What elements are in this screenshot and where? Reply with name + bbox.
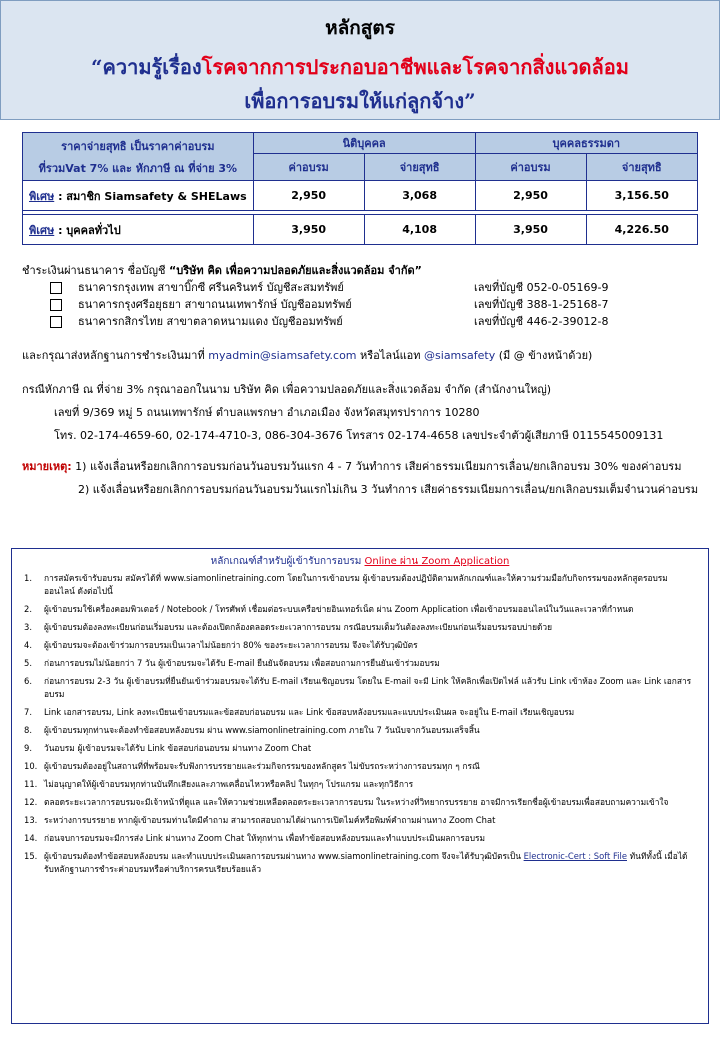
rule-number: 3. xyxy=(24,622,32,632)
price-head-label-2: ที่รวมVat 7% และ หักภาษี ณ ที่จ่าย 3% xyxy=(38,161,238,175)
rule-number: 8. xyxy=(24,725,32,735)
course-title-line2: เพื่อการอบรมให้แก่ลูกจ้าง” xyxy=(244,89,476,113)
table-row xyxy=(23,181,698,211)
company-address: เลขที่ 9/369 หมู่ 5 ถนนเทพารักษ์ ตำบลแพรกษา อำเภอเมือง จังหวัดสมุทรปราการ 10280 xyxy=(54,406,480,419)
row-label-text: : สมาชิก Siamsafety & SHELaws xyxy=(54,189,247,203)
rule-item xyxy=(24,796,696,809)
rule-text: ผู้เข้าอบรมต้องลงทะเบียนก่อนเริ่มอบรม และต้องเปิดกล้องตลอดระยะเวลาการอบรม กรณีอบรมเต็มวันต้องลงทะเบียนก่อนเริ่มอบรมรอบบ่ายด้วย xyxy=(44,622,553,632)
rule-text: วันอบรม ผู้เข้าอบรมจะได้รับ Link ข้อสอบก่อนอบรม ผ่านทาง Zoom Chat xyxy=(44,743,312,753)
rule-text: ผู้เข้าอบรมทุกท่านจะต้องทำข้อสอบหลังอบรม ผ่าน www.siamonlinetraining.com ภายใน 7 วันนับจากวันอบรมเสร็จสิ้น xyxy=(44,725,480,735)
rule-item xyxy=(24,621,696,634)
rule-item xyxy=(24,639,696,652)
col-corp-net: จ่ายสุทธิ xyxy=(364,154,475,181)
rules-box xyxy=(11,548,709,1024)
bank-account: เลขที่บัญชี 052-0-05169-9 xyxy=(474,281,609,294)
rule-number: 1. xyxy=(24,573,32,583)
note-1 xyxy=(22,458,702,475)
rule-item xyxy=(24,814,696,827)
rule-number: 6. xyxy=(24,676,32,686)
rule-text: ระหว่างการบรรยาย หากผู้เข้าอบรมท่านใดมีคำถาม สามารถสอบถามได้ผ่านการเปิดไมค์หรือพิมพ์คำถามผ่านทาง Zoom Chat xyxy=(44,815,496,825)
rule-item xyxy=(24,760,696,773)
tax-line: กรณีหักภาษี ณ ที่จ่าย 3% กรุณาออกในนาม บริษัท คิด เพื่อความปลอดภัยและสิ่งแวดล้อม จำกัด (สำนักงานใหญ่) xyxy=(22,383,552,396)
rule-text xyxy=(44,850,696,876)
rule-item xyxy=(24,675,696,701)
row-label xyxy=(23,215,254,245)
corp-net-cell: 4,108 xyxy=(364,215,475,245)
rule-item xyxy=(24,742,696,755)
account-name: “บริษัท คิด เพื่อความปลอดภัยและสิ่งแวดล้อม จำกัด” xyxy=(169,264,422,277)
rules-title-text: หลักเกณฑ์สำหรับผู้เข้ารับการอบรม xyxy=(210,556,365,567)
rule-item xyxy=(24,832,696,845)
evidence-line-id: @siamsafety xyxy=(424,349,496,362)
checkbox-icon xyxy=(50,282,62,294)
rule-item xyxy=(24,724,696,737)
price-head-label xyxy=(23,133,254,181)
rule-number: 13. xyxy=(24,815,38,825)
rule-text: ก่อนจบการอบรมจะมีการส่ง Link ผ่านทาง Zoom Chat ให้ทุกท่าน เพื่อทำข้อสอบหลังอบรมและทำแบบประเมินผลการอบรม xyxy=(44,833,486,843)
course-subtitle: หลักสูตร xyxy=(325,17,395,39)
rule-item xyxy=(24,706,696,719)
rules-title xyxy=(12,555,708,568)
evidence-mid: หรือไลน์แอท xyxy=(356,349,425,362)
evidence-email: myadmin@siamsafety.com xyxy=(208,349,357,362)
rule-item xyxy=(24,603,696,616)
bank-account: เลขที่บัญชี 388-1-25168-7 xyxy=(474,298,609,311)
evidence-pre: และกรุณาส่งหลักฐานการชำระเงินมาที่ xyxy=(22,349,209,362)
rule-15-post: ทันทีทั้งนี้ เมื่อได้รับหลักฐานการชำระค่าอบรมหรือค่าบริการครบเรียบร้อยแล้ว xyxy=(44,851,688,874)
title-open: “ความรู้เรื่อง xyxy=(91,55,202,79)
ind-net-cell: 4,226.50 xyxy=(586,215,698,245)
rule-text: ผู้เข้าอบรมจะต้องเข้าร่วมการอบรมเป็นเวลาไม่น้อยกว่า 80% ของระยะเวลาการอบรม จึงจะได้รับวุฒิบัตร xyxy=(44,640,418,650)
rule-15-pre: ผู้เข้าอบรมต้องทำข้อสอบหลังอบรม และทำแบบประเมินผลการอบรมผ่านทาง www.siamonlinetraining.com จึงจะได้รับวุฒิบัตรเป็น xyxy=(44,851,524,861)
col-corp-fee: ค่าอบรม xyxy=(253,154,364,181)
rule-number: 12. xyxy=(24,797,38,807)
bank-item xyxy=(50,313,702,330)
col-ind-net: จ่ายสุทธิ xyxy=(586,154,698,181)
ind-fee-cell: 3,950 xyxy=(475,215,586,245)
col-ind-fee: ค่าอบรม xyxy=(475,154,586,181)
rule-item xyxy=(24,657,696,670)
corp-fee-cell: 2,950 xyxy=(253,181,364,211)
rule-item xyxy=(24,778,696,791)
price-table xyxy=(22,132,698,245)
rule-text: ตลอดระยะเวลาการอบรมจะมีเจ้าหน้าที่ดูแล และให้ความช่วยเหลือตลอดระยะเวลาการอบรม ในระหว่างที่วิทยากรบรรยาย อาจมีการเรียกชื่อผู้เข้าอบรมเพื่อสอบถามความเข้าใจ xyxy=(44,797,669,807)
rule-text: ไม่อนุญาตให้ผู้เข้าอบรมทุกท่านบันทึกเสียงและภาพเคลื่อนไหวหรือคลิป ในทุกๆ โปรแกรม และทุกวิธีการ xyxy=(44,779,414,789)
group-individual: บุคคลธรรมดา xyxy=(475,133,697,154)
rule-number: 11. xyxy=(24,779,38,789)
bank-name: ธนาคารกรุงเทพ สาขาบิ๊กซี ศรีนครินทร์ บัญชีสะสมทรัพย์ xyxy=(78,281,344,294)
course-header xyxy=(0,0,720,120)
group-corporate: นิติบุคคล xyxy=(253,133,475,154)
title-highlight: โรคจากการประกอบอาชีพและโรคจากสิ่งแวดล้อม xyxy=(201,55,629,79)
row-label-text: : บุคคลทั่วไป xyxy=(54,223,121,237)
note-1-text: 1) แจ้งเลื่อนหรือยกเลิกการอบรมก่อนวันอบรมวันแรก 4 - 7 วันทำการ เสียค่าธรรมเนียมการเลื่อน/ยกเลิกอบรม 30% ของค่าอบรม xyxy=(71,460,682,473)
rule-text: ก่อนการอบรมไม่น้อยกว่า 7 วัน ผู้เข้าอบรมจะได้รับ E-mail ยืนยันจัดอบรม เพื่อสอบถามการยืนยันเข้าร่วมอบรม xyxy=(44,658,440,668)
bank-name: ธนาคารกสิกรไทย สาขาตลาดหนามแดง บัญชีออมทรัพย์ xyxy=(78,315,343,328)
checkbox-icon xyxy=(50,299,62,311)
ecert-link[interactable]: Electronic-Cert : Soft File xyxy=(523,851,627,861)
payment-section xyxy=(22,262,702,498)
rule-number: 5. xyxy=(24,658,32,668)
bank-item xyxy=(50,296,702,313)
note-label: หมายเหตุ: xyxy=(22,460,72,473)
rule-number: 14. xyxy=(24,833,38,843)
row-label xyxy=(23,181,254,211)
rule-item xyxy=(24,850,696,876)
rule-item xyxy=(24,572,696,598)
payment-intro-text: ชำระเงินผ่านธนาคาร ชื่อบัญชี xyxy=(22,264,166,277)
payment-intro xyxy=(22,262,702,279)
rule-number: 10. xyxy=(24,761,38,771)
corp-net-cell: 3,068 xyxy=(364,181,475,211)
table-row xyxy=(23,215,698,245)
corp-fee-cell: 3,950 xyxy=(253,215,364,245)
bank-name: ธนาคารกรุงศรีอยุธยา สาขาถนนเทพารักษ์ บัญชีออมทรัพย์ xyxy=(78,298,352,311)
row-prefix: พิเศษ xyxy=(29,189,55,203)
rule-number: 15. xyxy=(24,851,38,861)
rule-text: การสมัครเข้ารับอบรม สมัครได้ที่ www.siamonlinetraining.com โดยในการเข้าอบรม ผู้เข้าอบรมต้องปฏิบัติตามหลักเกณฑ์และให้ความร่วมมือกับกิจกรรมของหลักสูตรอบรมออนไลน์ ดังต่อไปนี้ xyxy=(44,573,668,596)
checkbox-icon xyxy=(50,316,62,328)
rule-text: ผู้เข้าอบรมต้องอยู่ในสถานที่ที่พร้อมจะรับฟังการบรรยายและร่วมกิจกรรมของหลักสูตร ไม่ขับรถระหว่างการอบรมทุก ๆ กรณี xyxy=(44,761,480,771)
bank-item xyxy=(50,279,702,296)
rule-text: Link เอกสารอบรม, Link ลงทะเบียนเข้าอบรมและข้อสอบก่อนอบรม และ Link ข้อสอบหลังอบรมและแบบประเมินผล จะอยู่ใน E-mail เรียนเชิญอบรม xyxy=(44,707,575,717)
company-contact: โทร. 02-174-4659-60, 02-174-4710-3, 086-304-3676 โทรสาร 02-174-4658 เลขประจำตัวผู้เสียภาษี 0115545009131 xyxy=(54,429,664,442)
ind-fee-cell: 2,950 xyxy=(475,181,586,211)
course-title-line1 xyxy=(1,51,719,83)
rule-text: ก่อนการอบรม 2-3 วัน ผู้เข้าอบรมที่ยืนยันเข้าร่วมอบรมจะได้รับ E-mail เรียนเชิญอบรม โดยใน E-mail จะมี Link ให้คลิกเพื่อเปิดไฟล์ แล้วรับ Link เข้าห้อง Zoom และ Link เอกสารอบรม xyxy=(44,676,692,699)
ind-net-cell: 3,156.50 xyxy=(586,181,698,211)
row-prefix: พิเศษ xyxy=(29,223,55,237)
note-2: 2) แจ้งเลื่อนหรือยกเลิกการอบรมก่อนวันอบรมวันแรกไม่เกิน 3 วันทำการ เสียค่าธรรมเนียมการเลื่อน/ยกเลิกอบรมเต็มจำนวนค่าอบรม xyxy=(78,483,699,496)
rule-number: 9. xyxy=(24,743,32,753)
price-head-label-1: ราคาจ่ายสุทธิ เป็นราคาค่าอบรม xyxy=(61,139,215,153)
evidence-line xyxy=(22,347,702,364)
bank-account: เลขที่บัญชี 446-2-39012-8 xyxy=(474,315,609,328)
rules-title-link[interactable]: Online ผ่าน Zoom Application xyxy=(364,556,510,567)
rules-list xyxy=(12,572,708,845)
evidence-post: (มี @ ข้างหน้าด้วย) xyxy=(495,349,593,362)
rule-text: ผู้เข้าอบรมใช้เครื่องคอมพิวเตอร์ / Notebook / โทรศัพท์ เชื่อมต่อระบบเครือข่ายอินเทอร์เน็ต ผ่าน Zoom Application เพื่อเข้าอบรมออนไลน์ในวันและเวลาที่กำหนด xyxy=(44,604,634,614)
rule-number: 2. xyxy=(24,604,32,614)
rule-number: 7. xyxy=(24,707,32,717)
rule-number: 4. xyxy=(24,640,32,650)
